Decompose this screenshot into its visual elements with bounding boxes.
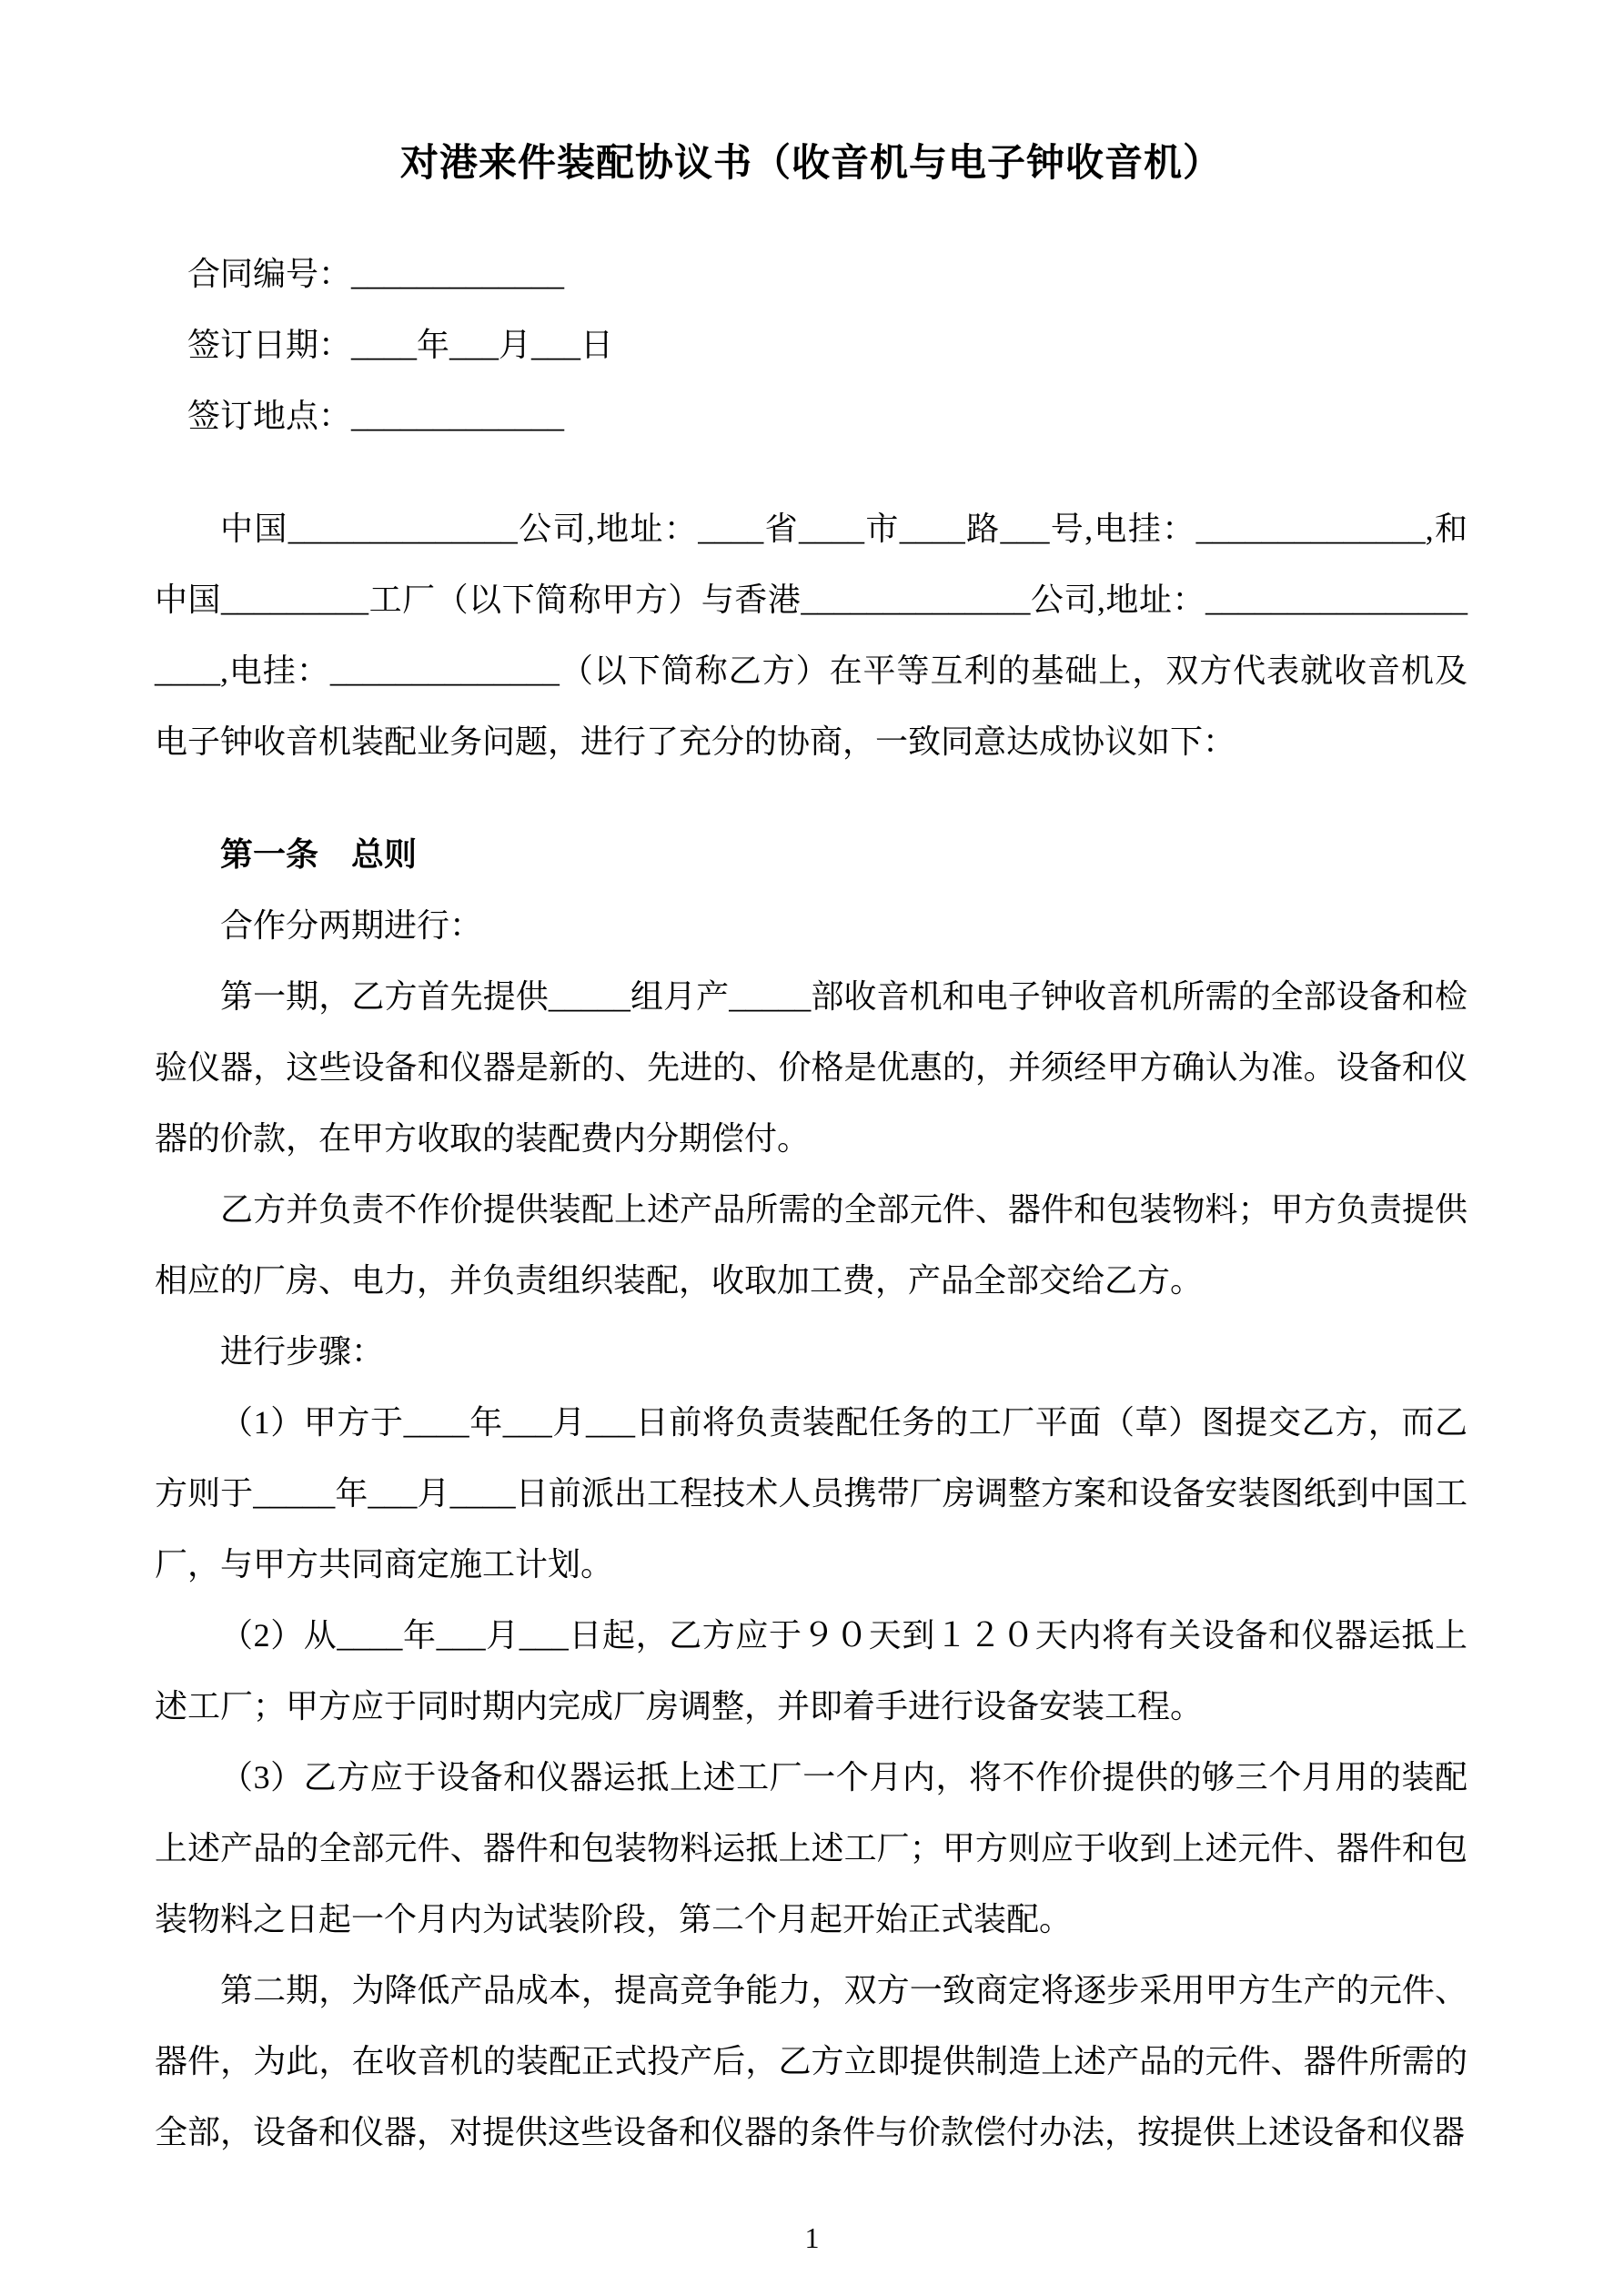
- paragraph-step-3: （3）乙方应于设备和仪器运抵上述工厂一个月内，将不作价提供的够三个月用的装配上述产品的全部元件、器件和包装物料运抵上述工厂；甲方则应于收到上述元件、器件和包装物料之日起一个月内为试装阶段，第二个月起开始正式装配。: [155, 1759, 1468, 1937]
- contract-number-line: 合同编号：_____________: [187, 256, 565, 292]
- paragraph-cooperation-phases: 合作分两期进行：: [220, 907, 483, 944]
- page-number: 1: [804, 2221, 820, 2254]
- meta-section: [155, 238, 1468, 451]
- paragraph-steps-label: 进行步骤：: [220, 1333, 385, 1370]
- intro-paragraph: 中国______________公司,地址：____省____市____路___号,电挂：______________,和中国_________工厂（以下简称甲方）与香港______________公司,地址：____________________,电挂：______________（以下简称乙方）在平等互利的基础上，双方代表就收音机及电子钟收音机装配业务问题，进行了充分的协商，一致同意达成协议如下：: [155, 511, 1468, 760]
- signing-date-line: 签订日期：____年___月___日: [187, 327, 614, 363]
- document-title: 对港来件装配协议书（收音机与电子钟收音机）: [399, 143, 1222, 185]
- paragraph-phase-1: 第一期，乙方首先提供_____组月产_____部收音机和电子钟收音机所需的全部设备和检验仪器，这些设备和仪器是新的、先进的、价格是优惠的，并须经甲方确认为准。设备和仪器的价款，在甲方收取的装配费内分期偿付。: [155, 978, 1468, 1157]
- document-body: [155, 493, 1468, 2168]
- paragraph-step-1: （1）甲方于____年___月___日前将负责装配任务的工厂平面（草）图提交乙方，而乙方则于_____年___月____日前派出工程技术人员携带厂房调整方案和设备安装图纸到中国工厂，与甲方共同商定施工计划。: [155, 1404, 1468, 1583]
- paragraph-phase-2: 第二期，为降低产品成本，提高竞争能力，双方一致商定将逐步采用甲方生产的元件、器件，为此，在收音机的装配正式投产后，乙方立即提供制造上述产品的元件、器件所需的全部，设备和仪器，对提供这些设备和仪器的条件与价款偿付办法，按提供上述设备和仪器: [155, 1972, 1468, 2150]
- paragraph-party-b-obligations: 乙方并负责不作价提供装配上述产品所需的全部元件、器件和包装物料；甲方负责提供相应的厂房、电力，并负责组织装配，收取加工费，产品全部交给乙方。: [155, 1191, 1468, 1299]
- signing-place-line: 签订地点：_____________: [187, 398, 565, 434]
- section-heading-article-1: 第一条 总则: [220, 836, 418, 873]
- paragraph-step-2: （2）从____年___月___日起，乙方应于９０天到１２０天内将有关设备和仪器运抵上述工厂；甲方应于同时期内完成厂房调整，并即着手进行设备安装工程。: [155, 1617, 1468, 1725]
